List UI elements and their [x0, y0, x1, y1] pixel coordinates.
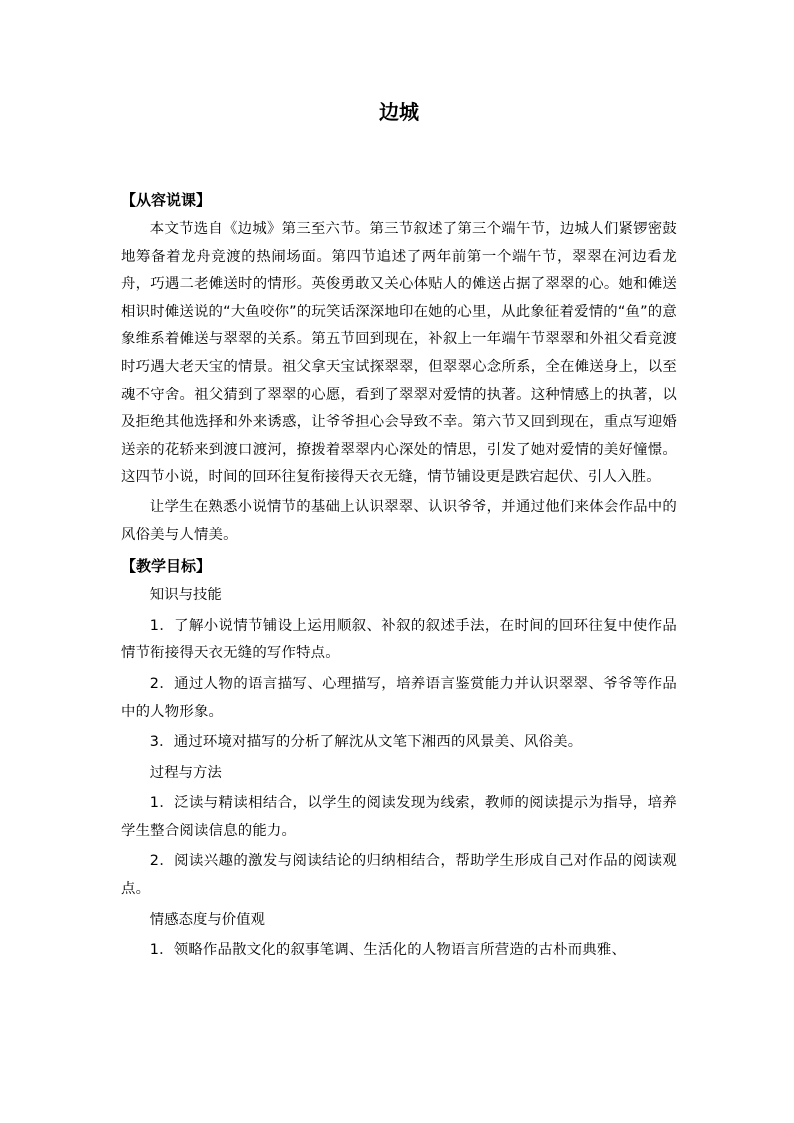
- objective-item: 2．通过人物的语言描写、心理描写，培养语言鉴赏能力并认识翠翠、爷爷等作品中的人物形象。: [121, 675, 677, 720]
- objective-group-label-knowledge: 知识与技能: [149, 587, 222, 604]
- objective-item: 1．泛读与精读相结合，以学生的阅读发现为线索，教师的阅读提示为指导，培养学生整合阅读信息的能力。: [121, 795, 677, 839]
- section-heading-objectives: 【教学目标】: [121, 557, 212, 576]
- objective-group-label-attitude: 情感态度与价值观: [149, 911, 265, 928]
- objective-item: 1．领略作品散文化的叙事笔调、生活化的人物语言所营造的古朴而典雅、: [149, 942, 627, 959]
- objective-item: 3．通过环境对描写的分析了解沈从文笔下湘西的风景美、风俗美。: [149, 734, 583, 751]
- objective-group-label-process: 过程与方法: [149, 764, 222, 781]
- objective-item: 2．阅读兴趣的激发与阅读结论的归纳相结合，帮助学生形成自己对作品的阅读观点。: [121, 853, 677, 898]
- page-title: 边城: [379, 100, 419, 124]
- objective-item: 1．了解小说情节铺设上运用顺叙、补叙的叙述手法，在时间的回环往复中使作品情节衔接得天衣无缝的写作特点。: [121, 617, 677, 662]
- document-page: [121, 94, 677, 968]
- paragraph-teaching-intent: 让学生在熟悉小说情节的基础上认识翠翠、认识爷爷，并通过他们来体会作品中的风俗美与人情美。: [121, 498, 677, 543]
- section-heading-lesson-talk: 【从容说课】: [121, 191, 212, 209]
- paragraph-summary: 本文节选自《边城》第三至六节。第三节叙述了第三个端午节，边城人们紧锣密鼓地筹备着龙舟竞渡的热闹场面。第四节追述了两年前第一个端午节，翠翠在河边看龙舟，巧遇二老傩送时的情形。英俊勇敢又关心体贴人的傩送占据了翠翠的心。她和傩送相识时傩送说的“大鱼咬你”的玩笑话深深地印在她的心里，从此象征着爱情的“鱼”的意象维系着傩送与翠翠的关系。第五节回到现在，补叙上一年端午节翠翠和外祖父看竞渡时巧遇大老天宝的情景。祖父拿天宝试探翠翠，但翠翠心念所系，全在傩送身上，以至魂不守舍。祖父猜到了翠翠的心愿，看到了翠翠对爱情的执著。这种情感上的执著，以及拒绝其他选择和外来诱惑，让爷爷担心会导致不幸。第六节又回到现在，重点写迎婚送亲的花轿来到渡口渡河，撩拨着翠翠内心深处的情思，引发了她对爱情的美好憧憬。这四节小说，时间的回环往复衔接得天衣无缝，情节铺设更是跌宕起伏、引人入胜。: [121, 221, 677, 486]
